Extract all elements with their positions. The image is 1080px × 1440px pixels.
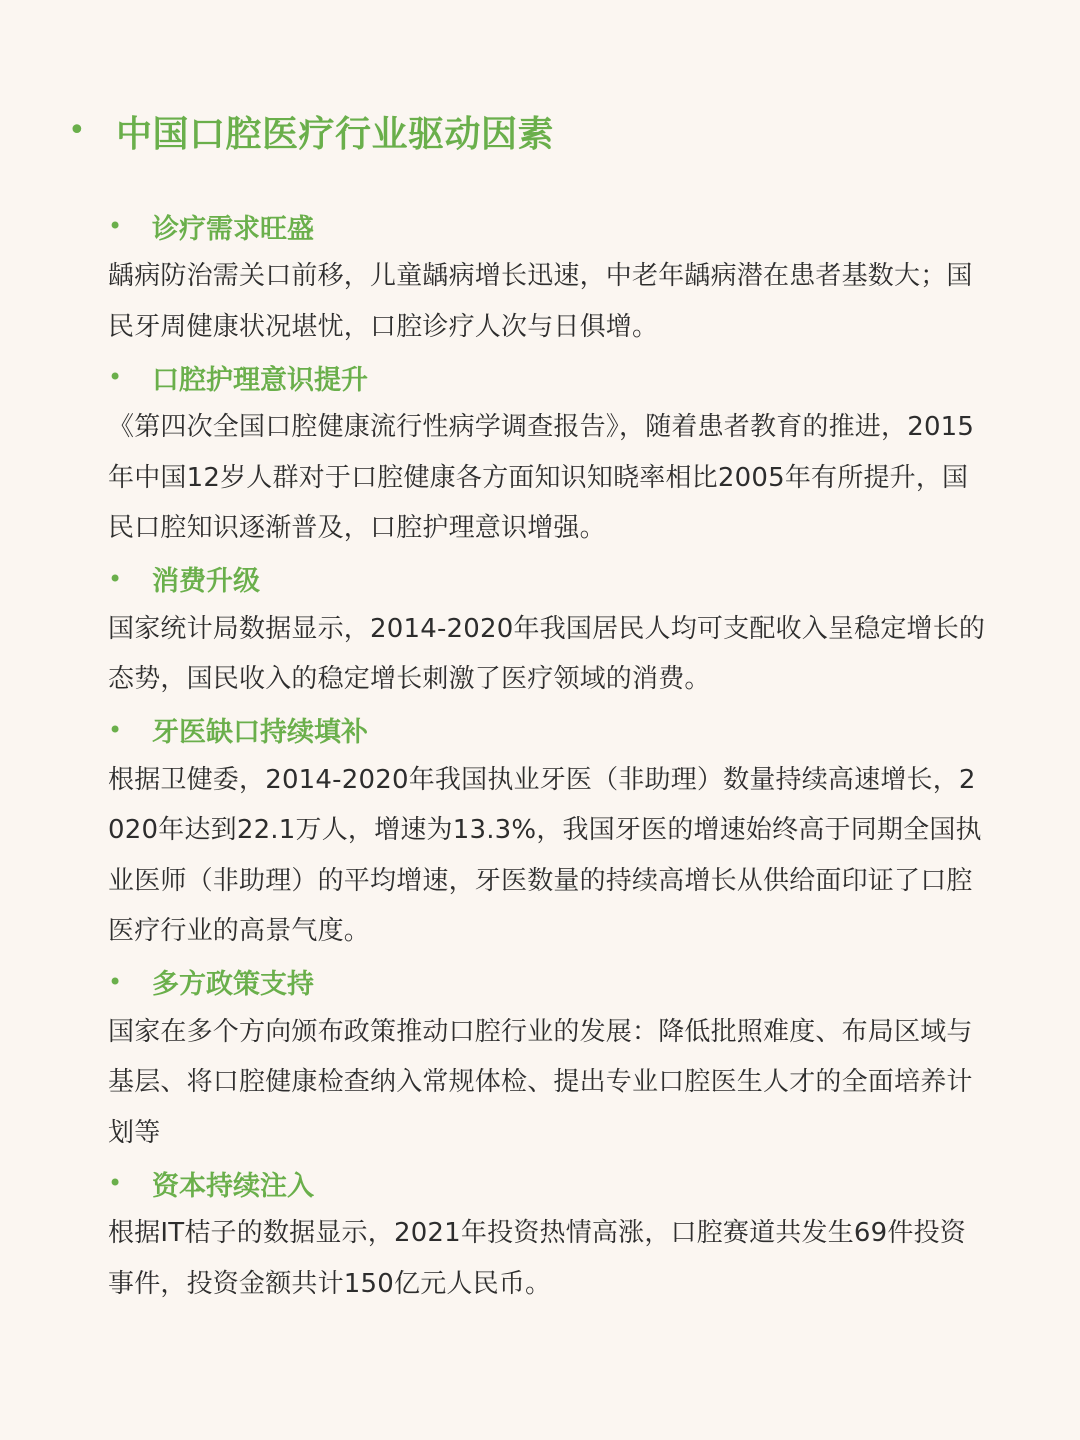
title-bullet-icon: •	[68, 113, 86, 148]
section-body: 根据卫健委，2014-2020年我国执业牙医（非助理）数量持续高速增长，2020年达到22.1万人，增速为13.3%，我国牙医的增速始终高于同期全国执业医师（非助理）的平均增速，牙医数量的持续高增长从供给面印证了口腔医疗行业的高景气度。	[108, 764, 982, 946]
section-title: 诊疗需求旺盛	[152, 213, 314, 245]
bullet-icon: •	[108, 363, 123, 391]
bullet-icon: •	[108, 212, 123, 240]
section-body: 国家在多个方向颁布政策推动口腔行业的发展：降低批照难度、布局区域与基层、将口腔健康检查纳入常规体检、提出专业口腔医生人才的全面培养计划等	[108, 1016, 973, 1148]
section-body: 国家统计局数据显示，2014-2020年我国居民人均可支配收入呈稳定增长的态势，国民收入的稳定增长刺激了医疗领域的消费。	[108, 613, 986, 694]
bullet-icon: •	[108, 967, 123, 996]
section-heading	[108, 201, 988, 251]
section-dentist-gap	[108, 705, 988, 957]
sections-list	[108, 201, 988, 1309]
section-title: 多方政策支持	[152, 969, 314, 1000]
section-title: 牙医缺口持续填补	[152, 717, 368, 748]
section-heading	[108, 554, 988, 604]
section-heading	[108, 352, 988, 402]
section-title: 口腔护理意识提升	[152, 364, 368, 396]
section-title: 资本持续注入	[152, 1170, 314, 1202]
bullet-icon: •	[108, 564, 123, 593]
section-heading	[108, 1158, 988, 1208]
section-body: 根据IT桔子的数据显示，2021年投资热情高涨，口腔赛道共发生69件投资事件，投资金额共计150亿元人民币。	[108, 1218, 967, 1299]
bullet-icon: •	[108, 715, 123, 744]
section-diagnosis-demand	[108, 201, 988, 352]
section-policy-support	[108, 957, 988, 1159]
section-consumption-upgrade	[108, 554, 988, 705]
section-capital-injection	[108, 1158, 988, 1309]
section-body: 龋病防治需关口前移，儿童龋病增长迅速，中老年龋病潜在患者基数大；国民牙周健康状况堪忧，口腔诊疗人次与日俱增。	[108, 261, 973, 342]
section-heading	[108, 705, 988, 755]
section-body: 《第四次全国口腔健康流行性病学调查报告》，随着患者教育的推进，2015年中国12岁人群对于口腔健康各方面知识知晓率相比2005年有所提升，国民口腔知识逐渐普及，口腔护理意识增强。	[108, 412, 975, 543]
section-heading	[108, 957, 988, 1007]
section-title: 消费升级	[152, 566, 260, 597]
page-title: 中国口腔医疗行业驱动因素	[116, 113, 555, 155]
bullet-icon: •	[108, 1169, 123, 1197]
section-oral-care-awareness	[108, 352, 988, 554]
page-title-row	[68, 104, 1028, 158]
